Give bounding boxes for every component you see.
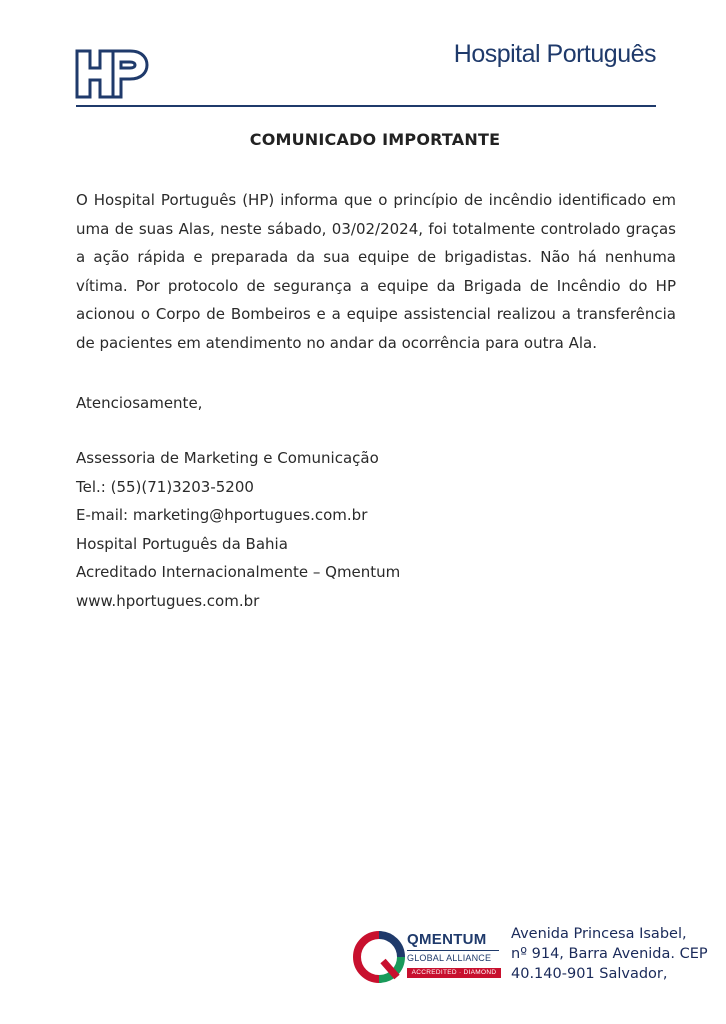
hp-logo-icon <box>74 48 150 100</box>
contact-organization: Hospital Português da Bahia <box>76 534 288 553</box>
qmentum-subtitle: GLOBAL ALLIANCE <box>407 950 499 963</box>
document-body: O Hospital Português (HP) informa que o princípio de incêndio identificado em uma de suas Alas, neste sábado, 03/02/2024, foi totalmente controlado graças a ação rápida e preparada da sua equipe de brigadistas. Não há nenhuma vítima. Por protocolo de segurança a equipe da Brigada de Incêndio do HP acionou o Corpo de Bombeiros e a equipe assistencial realizou a transferência de pacientes em atendimento no andar da ocorrência para outra Ala. <box>76 191 676 352</box>
contact-website: www.hportugues.com.br <box>76 591 260 610</box>
qmentum-badge: ACCREDITED · DIAMOND <box>407 968 501 978</box>
header-divider <box>76 105 656 107</box>
contact-accreditation: Acreditado Internacionalmente – Qmentum <box>76 563 401 581</box>
hospital-name: Hospital Português <box>453 40 656 68</box>
address-line: 40.140-901 Salvador, <box>511 966 668 982</box>
contact-block <box>76 444 400 615</box>
contact-department: Assessoria de Marketing e Comunicação <box>76 449 379 467</box>
address-line: nº 914, Barra Avenida. CEP <box>511 946 708 962</box>
footer-address <box>511 924 708 984</box>
qmentum-logo-icon <box>353 931 405 983</box>
closing-salutation: Atenciosamente, <box>76 394 203 412</box>
address-line: Avenida Princesa Isabel, <box>511 926 687 942</box>
document-title: COMUNICADO IMPORTANTE <box>249 130 501 149</box>
contact-email: E-mail: marketing@hportugues.com.br <box>76 506 368 524</box>
contact-phone: Tel.: (55)(71)3203-5200 <box>76 477 254 496</box>
qmentum-name: QMENTUM <box>407 931 487 948</box>
